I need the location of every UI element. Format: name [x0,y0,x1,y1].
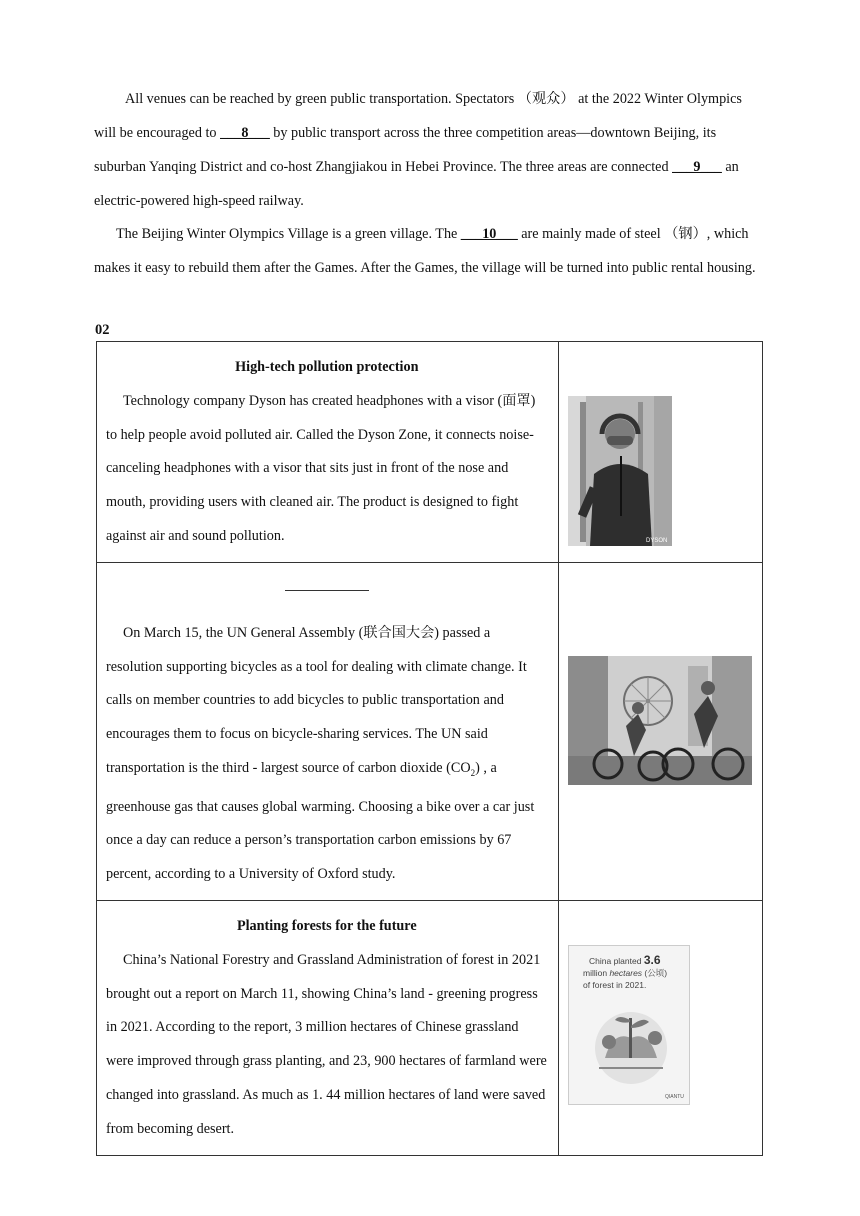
row-body: Technology company Dyson has created headphones with a visor (面罩) to help people avoid polluted air. Called the Dyson Zone, it connects noise-canceling headphones with a visor that sits just in front of the nose and mouth, providing users with cleaned air. The product is designed to fight against air and sound pollution. [106,392,536,544]
forest-infographic [568,945,690,1105]
row-title: Planting forests for the future [236,917,417,934]
row-title: High-tech pollution protection [235,359,419,375]
blank-10: ___10___ [460,226,518,242]
svg-text:QIANTU: QIANTU [664,1093,684,1100]
svg-text:China planted 3.6: China planted 3.6 [588,952,661,967]
cyclists-photo [568,656,752,785]
paragraph-venues: All venues can be reached by green public transportation. Spectators （观众） at the 2022 Winter Olympics will be encouraged to ___8___ by public transport across the three competition areas—downtown Beijing, its suburban Yanqing District and co-host Zhangjiakou in Hebei Province. The three areas are connected ___9___ an electric-powered high-speed railway. [94,91,742,209]
section-number: 02 [95,322,110,338]
dyson-headphones-photo [568,396,672,546]
table-row [97,562,763,900]
blank-8: ___8___ [220,125,270,141]
blank-9: ___9___ [672,159,722,175]
row-body: On March 15, the UN General Assembly (联合国大会) passed a resolution supporting bicycles as a tool for dealing with climate change. It calls on member countries to add bicycles to public transportation and encourages them to focus on bicycle-sharing services. The UN said transportation is the third - largest source of carbon dioxide $(CO_2)$ , a greenhouse gas that causes global warming. Choosing a bike over a car just once a day can reduce a person’s transportation carbon emissions by 67 percent, according to a University of Oxford study. [106,624,535,883]
paragraph-village: The Beijing Winter Olympics Village is a green village. The ___10___ are mainly made of steel （钢）, which makes it easy to rebuild them after the Games. After the Games, the village will be turned into public rental housing. [94,226,756,276]
table-row [97,900,763,1155]
news-table [96,341,763,1156]
svg-text:million hectares (公顷): million hectares (公顷) [582,967,667,978]
row-body: China’s National Forestry and Grassland Administration of forest in 2021 brought out a report on March 11, showing China’s land - greening progress in 2021. According to the report, 3 million hectares of Chinese grassland were improved through grass planting, and 23, 900 hectares of farmland were changed into grassland. As much as 1. 44 million hectares of land were saved from becoming desert. [106,951,547,1137]
dyson-watermark: DYSON [645,538,667,544]
svg-text:of forest in 2021.: of forest in 2021. [582,979,646,990]
missing-title-blank [106,577,548,617]
table-row [97,342,763,563]
